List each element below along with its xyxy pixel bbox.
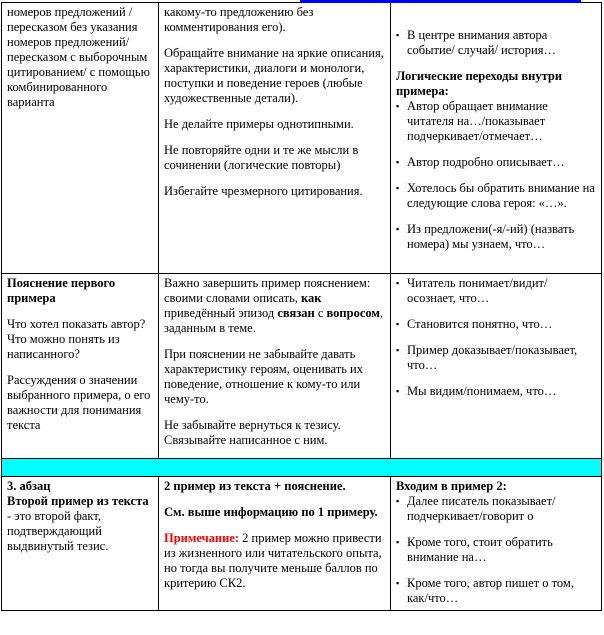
bullet-item <box>396 576 596 606</box>
text-run: Важно завершить пример пояснением: своими словами описать, <box>164 276 371 305</box>
text-content <box>407 99 596 144</box>
table-row <box>2 477 602 611</box>
bullet-icon: ▪ <box>396 386 400 396</box>
text-run: Не забывайте вернуться к тезису. Связывайте написанное с ним. <box>164 418 341 447</box>
text-content <box>407 155 596 170</box>
text-content <box>407 576 596 606</box>
paragraph <box>7 5 153 110</box>
text-content <box>164 479 346 493</box>
paragraph <box>396 69 596 99</box>
text-run: с <box>314 306 327 320</box>
table-row <box>2 3 602 274</box>
text-run: Хотелось бы обратить внимание на следующие слова героя: «…». <box>407 181 595 210</box>
text-run: Что хотел показать автор? Что можно понять из написанного? <box>7 317 146 361</box>
text-run: Автор обращает внимание читателя на…/показывает подчеркивает/отмечает… <box>407 99 548 143</box>
text-content <box>407 181 596 211</box>
bullet-icon: ▪ <box>396 183 400 193</box>
paragraph <box>7 494 153 554</box>
text-run: Далее писатель показывает/ подчеркивает/говорит о <box>407 494 556 523</box>
text-run: Становится понятно, что… <box>407 317 553 331</box>
bullet-item <box>396 384 596 399</box>
text-run: Мы видим/понимаем, что… <box>407 384 557 398</box>
text-run: Автор подробно описывает… <box>407 155 565 169</box>
text-run: Рассуждения о значении выбранного примера, о его важности для понимания текста <box>7 373 151 432</box>
text-run: Второй пример из текста <box>7 494 149 508</box>
bullet-item <box>396 276 596 306</box>
text-content <box>7 479 50 493</box>
text-content <box>164 531 382 590</box>
rules-table-body <box>2 3 602 611</box>
text-content <box>407 535 596 565</box>
bullet-icon: ▪ <box>396 345 400 355</box>
table-cell-r1-c1 <box>159 274 391 459</box>
bullet-icon: ▪ <box>396 496 400 506</box>
paragraph <box>164 276 385 336</box>
table-cell-r1-c0 <box>2 274 159 459</box>
paragraph <box>7 276 153 306</box>
paragraph <box>164 418 385 448</box>
hyperlink-rule <box>300 0 581 3</box>
bullet-icon: ▪ <box>396 278 400 288</box>
bullet-item <box>396 343 596 373</box>
paragraph <box>164 46 385 106</box>
bullet-item <box>396 28 596 58</box>
text-run: Примечание: <box>164 531 240 545</box>
text-content <box>164 418 341 447</box>
table-row <box>2 274 602 459</box>
table-cell-r0-c0 <box>2 3 159 274</box>
text-run: 2 пример из текста + пояснение. <box>164 479 346 493</box>
text-run: - это второй факт, подтверждающий выдвинутый тезис. <box>7 509 109 553</box>
text-run: Логические переходы внутри примера: <box>396 69 563 98</box>
text-content <box>396 479 507 493</box>
paragraph <box>7 373 153 433</box>
text-run: какому-то предложению без комментирования его). <box>164 5 314 34</box>
text-content <box>164 184 363 198</box>
highlight-row <box>2 459 602 477</box>
text-content <box>407 384 596 399</box>
text-run: Входим в пример 2: <box>396 479 507 493</box>
table-cell-r3-c1 <box>159 477 391 611</box>
bullet-icon: ▪ <box>396 157 400 167</box>
text-run: Читатель понимает/видит/осознает, что… <box>407 276 548 305</box>
text-run: См. выше информацию по 1 примеру. <box>164 505 378 519</box>
text-content <box>7 5 150 109</box>
bullet-item <box>396 181 596 211</box>
bullet-item <box>396 155 596 170</box>
text-run: Не повторяйте одни и те же мысли в сочинении (логические повторы) <box>164 143 359 172</box>
text-run: Кроме того, автор пишет о том, как/что… <box>407 576 574 605</box>
paragraph <box>7 317 153 362</box>
text-content <box>407 276 596 306</box>
text-content <box>407 494 596 524</box>
text-content <box>407 317 596 332</box>
bullet-icon: ▪ <box>396 537 400 547</box>
text-run: При пояснении не забывайте давать характеристику героям, оценивать их поведение, отношение к кому-то или чему-то. <box>164 347 363 406</box>
text-run: Пример доказывает/показывает, что… <box>407 343 578 372</box>
text-run: связан <box>277 306 315 320</box>
paragraph <box>164 479 385 494</box>
text-content <box>164 347 363 406</box>
table-cell-r1-c2 <box>391 274 602 459</box>
bullet-icon: ▪ <box>396 319 400 329</box>
text-run: приведённый эпизод <box>164 306 278 320</box>
text-content <box>7 276 115 305</box>
paragraph <box>164 184 385 199</box>
text-run: Из предложени(-я/-ий) (назвать номера) мы узнаем, что… <box>407 222 575 251</box>
table-cell-r3-c0 <box>2 477 159 611</box>
bullet-item <box>396 222 596 252</box>
paragraph <box>164 531 385 591</box>
text-content <box>164 5 313 34</box>
table-cell-r0-c2 <box>391 3 602 274</box>
text-content <box>407 222 596 252</box>
bullet-item <box>396 317 596 332</box>
paragraph <box>164 117 385 132</box>
text-run: , заданным в теме. <box>164 306 384 335</box>
paragraph <box>164 347 385 407</box>
bullet-icon: ▪ <box>396 578 400 588</box>
text-content <box>7 494 149 553</box>
text-run: Обращайте внимание на яркие описания, характеристики, диалоги и монологи, поступки и поведение героев (любые художественные детали). <box>164 46 384 105</box>
text-run: 3. абзац <box>7 479 51 493</box>
text-run: Не делайте примеры однотипными. <box>164 117 354 131</box>
text-content <box>407 28 596 58</box>
text-content <box>164 117 354 131</box>
text-run: 2 пример можно привести из жизненного или читательского опыта, но тогда вы получите меньше баллов по критерию СК2. <box>164 531 382 590</box>
text-run: В центре внимания автора событие/ случай/ история… <box>407 28 556 57</box>
text-content <box>7 317 145 361</box>
paragraph <box>7 479 153 494</box>
text-run: Кроме того, стоит обратить внимание на… <box>407 535 553 564</box>
bullet-item <box>396 535 596 565</box>
paragraph <box>164 143 385 173</box>
bullet-item <box>396 99 596 144</box>
paragraph <box>164 5 385 35</box>
text-run: Избегайте чрезмерного цитирования. <box>164 184 363 198</box>
rules-table <box>1 2 602 611</box>
bullet-item <box>396 494 596 524</box>
text-run: Пояснение первого примера <box>7 276 116 305</box>
text-content <box>164 46 384 105</box>
text-content <box>164 505 378 519</box>
text-content <box>407 343 596 373</box>
table-cell-r0-c1 <box>159 3 391 274</box>
table-cell-r3-c2 <box>391 477 602 611</box>
text-content <box>164 143 358 172</box>
highlight-cell <box>2 459 602 477</box>
bullet-icon: ▪ <box>396 224 400 234</box>
bullet-icon: ▪ <box>396 101 400 111</box>
bullet-icon: ▪ <box>396 30 400 40</box>
text-content <box>396 69 562 98</box>
text-content <box>164 276 383 335</box>
text-run: как <box>301 291 322 305</box>
paragraph <box>396 479 596 494</box>
text-run: вопросом <box>326 306 380 320</box>
paragraph <box>164 505 385 520</box>
text-run: номеров предложений / пересказом без указания номеров предложений/ пересказом с выборочным цитированием/ с помощью комбинированного варианта <box>7 5 150 109</box>
spacer <box>396 5 596 17</box>
text-content <box>7 373 150 432</box>
